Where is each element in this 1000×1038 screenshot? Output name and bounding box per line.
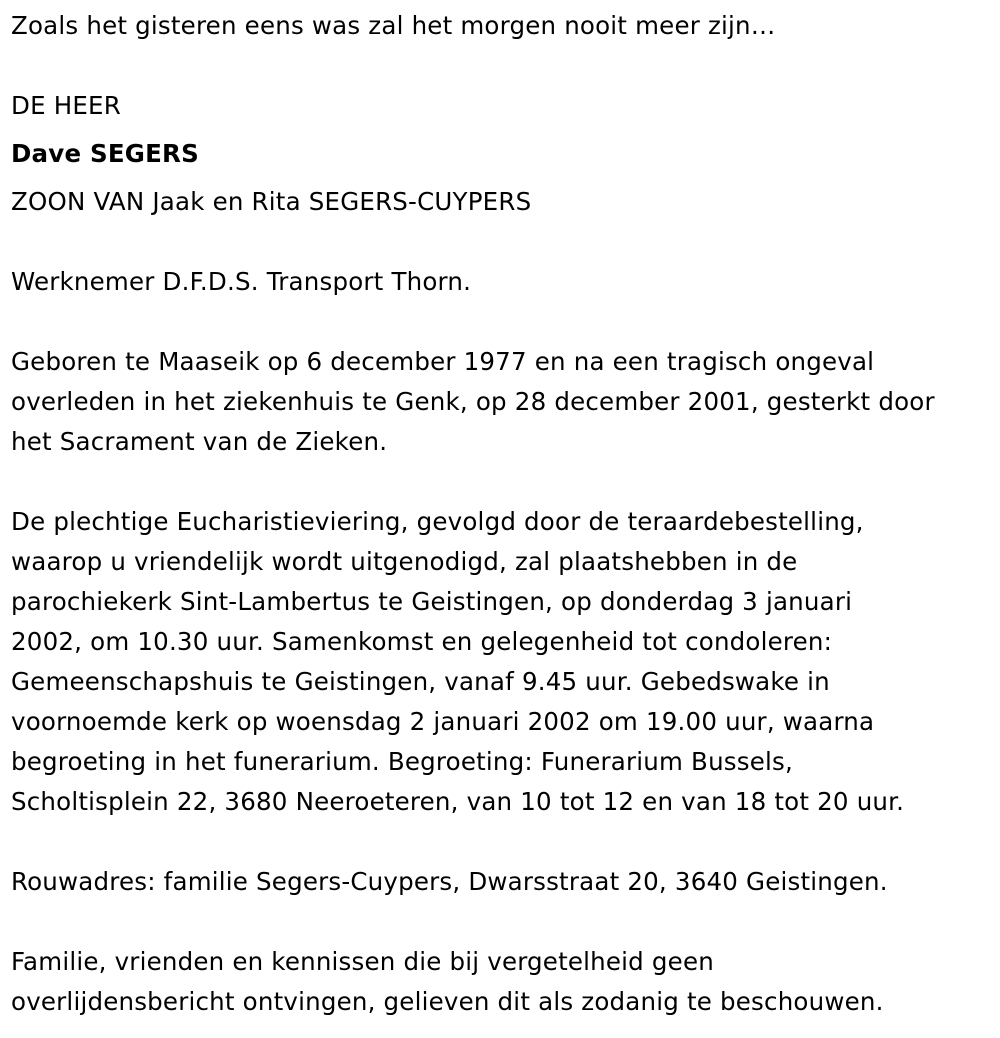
deceased-name: Dave SEGERS — [11, 139, 199, 168]
ceremony-line: parochiekerk Sint-Lambertus te Geistingen, op donderdag 3 januari — [11, 587, 853, 616]
mourning-address: Rouwadres: familie Segers-Cuypers, Dwarsstraat 20, 3640 Geistingen. — [11, 867, 888, 896]
birth-death-line: overleden in het ziekenhuis te Genk, op 28 december 2001, gesterkt door — [11, 387, 935, 416]
closing-line: overlijdensbericht ontvingen, gelieven dit als zodanig te beschouwen. — [11, 987, 884, 1016]
ceremony-line: Scholtisplein 22, 3680 Neeroeteren, van 10 tot 12 en van 18 tot 20 uur. — [11, 787, 905, 816]
ceremony-line: waarop u vriendelijk wordt uitgenodigd, zal plaatshebben in de — [11, 547, 798, 576]
ceremony-line: begroeting in het funerarium. Begroeting: Funerarium Bussels, — [11, 747, 793, 776]
intro-line: Zoals het gisteren eens was zal het morgen nooit meer zijn… — [11, 11, 776, 40]
salutation: DE HEER — [11, 91, 121, 120]
ceremony-line: De plechtige Eucharistieviering, gevolgd door de teraardebestelling, — [11, 507, 864, 536]
closing-line: Familie, vrienden en kennissen die bij vergetelheid geen — [11, 947, 714, 976]
ceremony-line: Gemeenschapshuis te Geistingen, vanaf 9.45 uur. Gebedswake in — [11, 667, 830, 696]
birth-death-line: het Sacrament van de Zieken. — [11, 427, 388, 456]
employer-line: Werknemer D.F.D.S. Transport Thorn. — [11, 267, 472, 296]
ceremony-line: voornoemde kerk op woensdag 2 januari 2002 om 19.00 uur, waarna — [11, 707, 875, 736]
birth-death-line: Geboren te Maaseik op 6 december 1977 en na een tragisch ongeval — [11, 347, 875, 376]
parents-line: ZOON VAN Jaak en Rita SEGERS-CUYPERS — [11, 187, 532, 216]
ceremony-line: 2002, om 10.30 uur. Samenkomst en gelegenheid tot condoleren: — [11, 627, 833, 656]
